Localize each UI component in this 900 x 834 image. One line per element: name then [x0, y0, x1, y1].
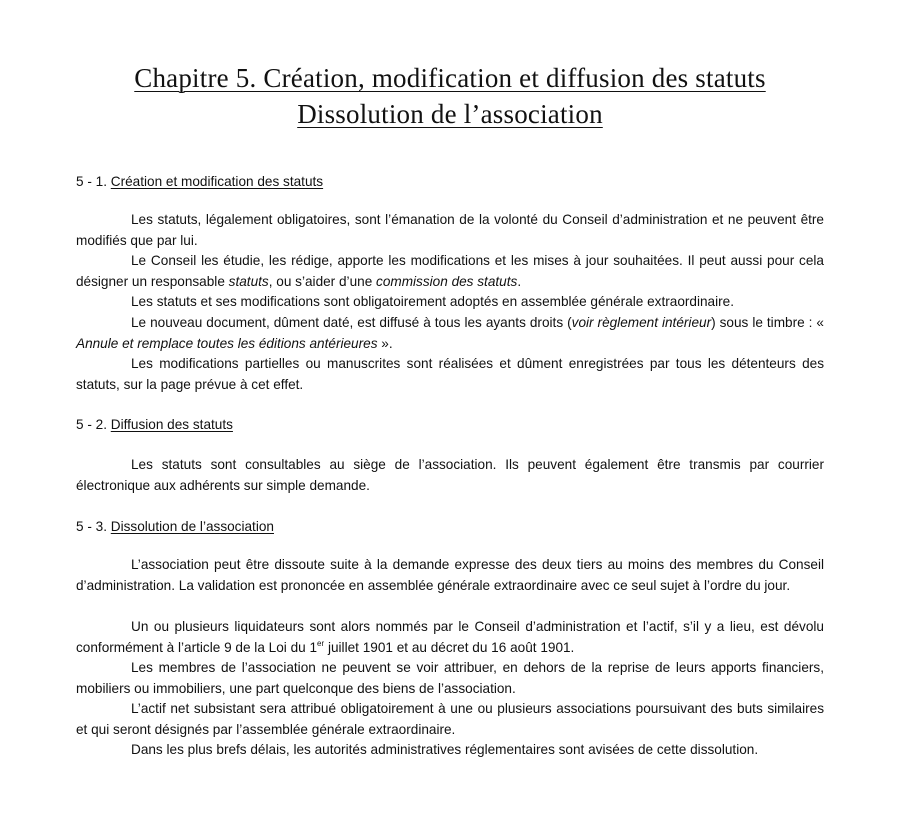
paragraph: Dans les plus brefs délais, les autorités administratives réglementaires sont avisées de cette dissolution. [131, 742, 759, 757]
section-title: Création et modification des statuts [110, 174, 324, 189]
paragraph: Les membres de l’association ne peuvent se voir attribuer, en dehors de la reprise de leurs apports financiers, mobiliers ou immobiliers, une part quelconque des biens de l’association. [76, 660, 824, 696]
section-number: 5 - 2. [76, 417, 111, 432]
section-heading-5-2 [76, 415, 233, 434]
section-heading-5-1 [76, 172, 323, 191]
title-line-2: Dissolution de l’association [297, 99, 603, 129]
paragraph: Les statuts sont consultables au siège de l’association. Ils peuvent également être transmis par courrier électronique aux adhérents sur simple demande. [76, 457, 824, 493]
paragraph: Le nouveau document, dûment daté, est diffusé à tous les ayants droits (voir règlement intérieur) sous le timbre : « Annule et remplace toutes les éditions antérieures ». [76, 315, 824, 351]
title-line-1: Chapitre 5. Création, modification et diffusion des statuts [134, 63, 766, 93]
section-title: Dissolution de l’association [110, 519, 274, 534]
paragraph: Le Conseil les étudie, les rédige, apporte les modifications et les mises à jour souhaitées. Il peut aussi pour cela désigner un responsable statuts, ou s’aider d’une commission des statuts. [76, 253, 824, 289]
page-title [0, 60, 900, 132]
paragraph: Les statuts, légalement obligatoires, sont l’émanation de la volonté du Conseil d’administration et ne peuvent être modifiés que par lui. [76, 212, 824, 248]
paragraph: Un ou plusieurs liquidateurs sont alors nommés par le Conseil d’administration et l’actif, s’il y a lieu, est dévolu conformément à l’article 9 de la Loi du 1er juillet 1901 et au décret du 16 août 1901. [76, 619, 824, 655]
paragraph: Les modifications partielles ou manuscrites sont réalisées et dûment enregistrées par tous les détenteurs des statuts, sur la page prévue à cet effet. [76, 356, 824, 392]
paragraph: Les statuts et ses modifications sont obligatoirement adoptés en assemblée générale extraordinaire. [131, 294, 735, 309]
section-title: Diffusion des statuts [110, 417, 233, 432]
section-number: 5 - 1. [76, 174, 111, 189]
section-number: 5 - 3. [76, 519, 111, 534]
section-heading-5-3 [76, 517, 274, 536]
paragraph: L’association peut être dissoute suite à la demande expresse des deux tiers au moins des membres du Conseil d’administration. La validation est prononcée en assemblée générale extraordinaire avec ce seul sujet à l’ordre du jour. [76, 557, 824, 593]
paragraph: L’actif net subsistant sera attribué obligatoirement à une ou plusieurs associations poursuivant des buts similaires et qui seront désignés par l’assemblée générale extraordinaire. [76, 701, 824, 737]
